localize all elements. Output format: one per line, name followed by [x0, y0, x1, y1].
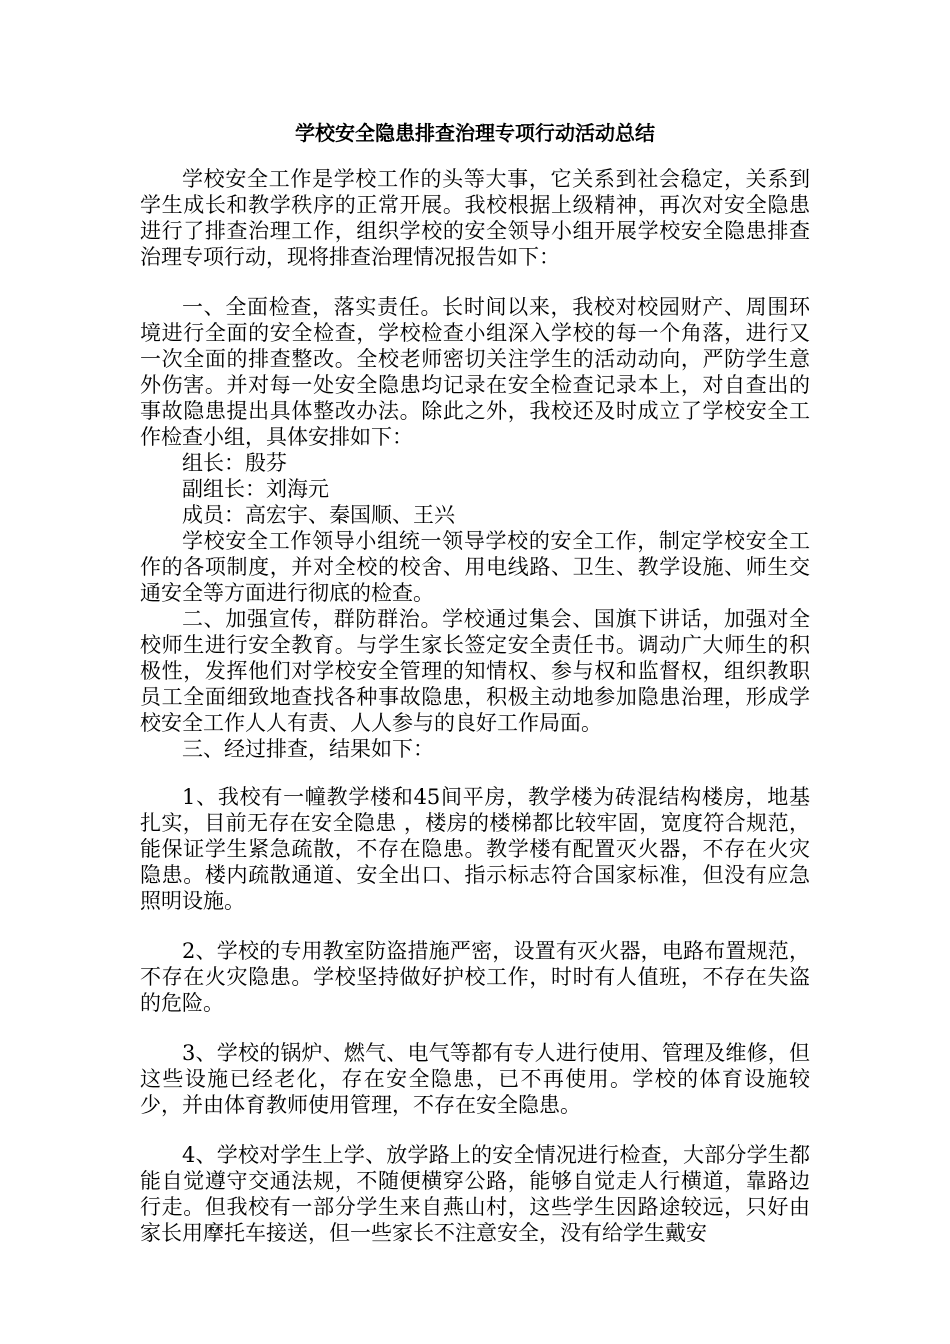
document-page	[140, 120, 810, 1246]
paragraph-gap	[140, 914, 810, 938]
group-members: 成员：高宏宇、秦国顺、王兴	[182, 503, 455, 527]
section-3-heading: 三、经过排查，结果如下：	[182, 737, 434, 761]
section-1-paragraph: 一、全面检查，落实责任。长时间以来，我校对校园财产、周围环境进行全面的安全检查，学校检查小组深入学校的每一个角落，进行又一次全面的排查整改。全校老师密切关注学生的活动动向，严防学生意外伤害。并对每一处安全隐患均记录在安全检查记录本上，对自查出的事故隐患提出具体整改办法。除此之外，我校还及时成立了学校安全工作检查小组，具体安排如下：	[140, 295, 810, 449]
paragraph-gap	[140, 1118, 810, 1142]
result-item-3: 3、学校的锅炉、燃气、电气等都有专人进行使用、管理及维修，但这些设施已经老化，存在安全隐患，已不再使用。学校的体育设施较少，并由体育教师使用管理，不存在安全隐患。	[140, 1041, 810, 1117]
group-duty-paragraph: 学校安全工作领导小组统一领导学校的安全工作，制定学校安全工作的各项制度，并对全校的校舍、用电线路、卫生、教学设施、师生交通安全等方面进行彻底的检查。	[140, 529, 810, 605]
result-item-1: 1、我校有一幢教学楼和45间平房，教学楼为砖混结构楼房，地基扎实，目前无存在安全隐患 ，楼房的楼梯都比较牢固，宽度符合规范，能保证学生紧急疏散，不存在隐患。教学楼有配置灭火器，不存在火灾隐患。楼内疏散通道、安全出口、指示标志符合国家标准，但没有应急照明设施。	[140, 785, 810, 913]
paragraph-gap	[140, 1016, 810, 1040]
document-title: 学校安全隐患排查治理专项行动活动总结	[295, 121, 655, 145]
group-leader: 组长：殷芬	[182, 451, 287, 475]
paragraph-gap	[140, 762, 810, 784]
result-item-4: 4、学校对学生上学、放学路上的安全情况进行检查，大部分学生都能自觉遵守交通法规，不随便横穿公路，能够自觉走人行横道，靠路边行走。但我校有一部分学生来自燕山村，这些学生因路途较远，只好由家长用摩托车接送，但一些家长不注意安全，没有给学生戴安	[140, 1143, 810, 1245]
intro-paragraph: 学校安全工作是学校工作的头等大事，它关系到社会稳定，关系到学生成长和教学秩序的正常开展。我校根据上级精神，再次对安全隐患进行了排查治理工作，组织学校的安全领导小组开展学校安全隐患排查治理专项行动，现将排查治理情况报告如下：	[140, 167, 810, 269]
result-item-2: 2、学校的专用教室防盗措施严密，设置有灭火器，电路布置规范，不存在火灾隐患。学校坚持做好护校工作，时时有人值班，不存在失盗的危险。	[140, 939, 810, 1015]
section-2-paragraph: 二、加强宣传，群防群治。学校通过集会、国旗下讲话，加强对全校师生进行安全教育。与学生家长签定安全责任书。调动广大师生的积极性，发挥他们对学校安全管理的知情权、参与权和监督权，组织教职员工全面细致地查找各种事故隐患，积极主动地参加隐患治理，形成学校安全工作人人有责、人人参与的良好工作局面。	[140, 607, 810, 735]
group-vice-leader: 副组长：刘海元	[182, 477, 329, 501]
paragraph-gap	[140, 270, 810, 294]
